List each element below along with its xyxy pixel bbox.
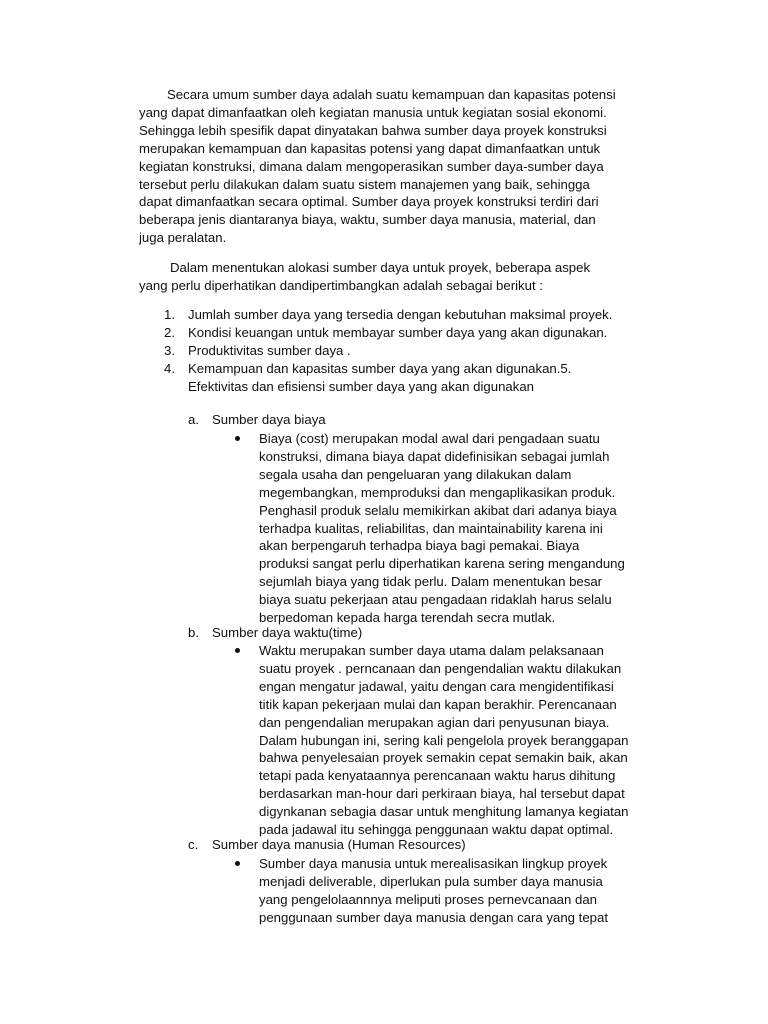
list-item-text: Kondisi keuangan untuk membayar sumber daya yang akan digunakan. xyxy=(188,324,608,340)
text-line: penggunaan sumber daya manusia dengan cara yang tepat xyxy=(259,909,608,925)
text-line: beberapa jenis diantaranya biaya, waktu, sumber daya manusia, material, dan xyxy=(139,212,596,228)
text-line: biaya suatu pekerjaan atau pengadaan ridaklah harus selalu xyxy=(259,592,612,608)
section-letter: c. xyxy=(188,837,199,852)
section-heading-waktu xyxy=(188,624,362,642)
text-line: Dalam hubungan ini, sering kali pengelola proyek beranggapan xyxy=(259,732,629,748)
section-title: Sumber daya biaya xyxy=(212,412,326,427)
text-line: dapat dimanfaatkan secara optimal. Sumber daya proyek konstruksi terdiri dari xyxy=(139,194,599,210)
text-line: kegiatan konstruksi, dimana dalam mengoperasikan sumber daya-sumber daya xyxy=(139,158,604,174)
section-letter: b. xyxy=(188,625,199,640)
bullet-text xyxy=(259,855,675,927)
text-line: suatu proyek . perncanaan dan pengendalian waktu dilakukan xyxy=(259,660,622,676)
bullet-manusia xyxy=(235,855,675,927)
intro-paragraph xyxy=(139,86,659,247)
list-item xyxy=(164,360,684,396)
text-line: terhadpa kualitas, reliabilitas, dan maintainability karena ini xyxy=(259,520,603,536)
text-line: megembangkan, memproduksi dan mengaplikasikan produk. xyxy=(259,484,616,500)
section-title: Sumber daya manusia (Human Resources) xyxy=(212,837,466,852)
aspects-numbered-list xyxy=(164,306,684,396)
text-line: yang dapat dimanfaatkan oleh kegiatan manusia untuk kegiatan sosial ekonomi. xyxy=(139,104,607,120)
text-line: Waktu merupakan sumber daya utama dalam pelaksanaan xyxy=(259,643,604,658)
text-line: yang perlu diperhatikan dandipertimbangkan adalah sebagai berikut : xyxy=(139,277,543,293)
bullet-waktu xyxy=(235,642,675,839)
text-line: segala usaha dan pengeluaran yang dilakukan dalam xyxy=(259,466,572,482)
text-line: yang pengelolaannnya meliputi proses pernevcanaan dan xyxy=(259,891,597,907)
text-line: Biaya (cost) merupakan modal awal dari pengadaan suatu xyxy=(259,431,600,446)
text-line: menjadi deliverable, diperlukan pula sumber daya manusia xyxy=(259,873,603,889)
list-number: 4. xyxy=(164,360,175,376)
list-number: 1. xyxy=(164,307,175,322)
list-item-text: Produktivitas sumber daya . xyxy=(188,342,351,358)
text-line: sejumlah biaya yang tidak perlu. Dalam menentukan besar xyxy=(259,574,603,590)
section-letter: a. xyxy=(188,412,199,427)
section-heading-manusia xyxy=(188,836,466,854)
text-line: titik kapan pekerjaan mulai dan kapan berakhir. Perencanaan xyxy=(259,696,617,712)
list-item-text: Kemampuan dan kapasitas sumber daya yang akan digunakan.5. xyxy=(188,360,572,376)
bullet-text xyxy=(259,642,675,839)
text-line: Dalam menentukan alokasi sumber daya untuk proyek, beberapa aspek xyxy=(170,260,591,275)
text-line: bahwa penyelesaian proyek semakin cepat semakin baik, akan xyxy=(259,750,628,766)
text-line: dan pengendalian merupakan agian dari penyusunan biaya. xyxy=(259,714,610,730)
list-item-text: Jumlah sumber daya yang tersedia dengan kebutuhan maksimal proyek. xyxy=(188,307,613,322)
list-item xyxy=(164,306,684,324)
text-line: konstruksi, dimana biaya dapat didefinisikan sebagai jumlah xyxy=(259,448,610,464)
list-item-text: Efektivitas dan efisiensi sumber daya yang akan digunakan xyxy=(188,378,535,394)
text-line: Sehingga lebih spesifik dapat dinyatakan bahwa sumber daya proyek konstruksi xyxy=(139,122,607,138)
list-item xyxy=(164,342,684,360)
text-line: digynkanan sebagia dasar untuk menghitung lamanya kegiatan xyxy=(259,804,629,820)
section-title: Sumber daya waktu(time) xyxy=(212,625,363,640)
aspects-paragraph xyxy=(139,259,659,295)
section-heading-biaya xyxy=(188,411,326,429)
text-line: Sumber daya manusia untuk merealisasikan lingkup proyek xyxy=(259,856,608,871)
text-line: tetapi pada kenyataannya perencanaan waktu harus dihitung xyxy=(259,768,616,784)
text-line: Penghasil produk selalu memikirkan akibat dari adanya biaya xyxy=(259,502,617,518)
text-line: tersebut perlu dilakukan dalam suatu sistem manajemen yang baik, sehingga xyxy=(139,176,590,192)
text-line: berdasarkan man-hour dari perkiraan biaya, hal tersebut dapat xyxy=(259,786,625,802)
bullet-text xyxy=(259,430,675,627)
list-item xyxy=(164,324,684,342)
list-number: 3. xyxy=(164,342,175,358)
text-line: Secara umum sumber daya adalah suatu kemampuan dan kapasitas potensi xyxy=(167,87,616,102)
text-line: pada jadawal itu sehingga penggunaan waktu dapat optimal. xyxy=(259,822,614,838)
list-number: 2. xyxy=(164,324,175,340)
bullet-biaya xyxy=(235,430,675,627)
text-line: produksi sangat perlu diperhatikan karena sering mengandung xyxy=(259,556,625,572)
text-line: akan berpengaruh terhadpa biaya bagi pemakai. Biaya xyxy=(259,538,580,554)
text-line: berpedoman kepada harga terendah secra mutlak. xyxy=(259,610,556,626)
text-line: engan mengatur jadawal, yaitu dengan cara mengidentifikasi xyxy=(259,678,614,694)
text-line: merupakan kemampuan dan kapasitas potensi yang dapat dimanfaatkan untuk xyxy=(139,140,601,156)
text-line: juga peralatan. xyxy=(139,230,227,246)
